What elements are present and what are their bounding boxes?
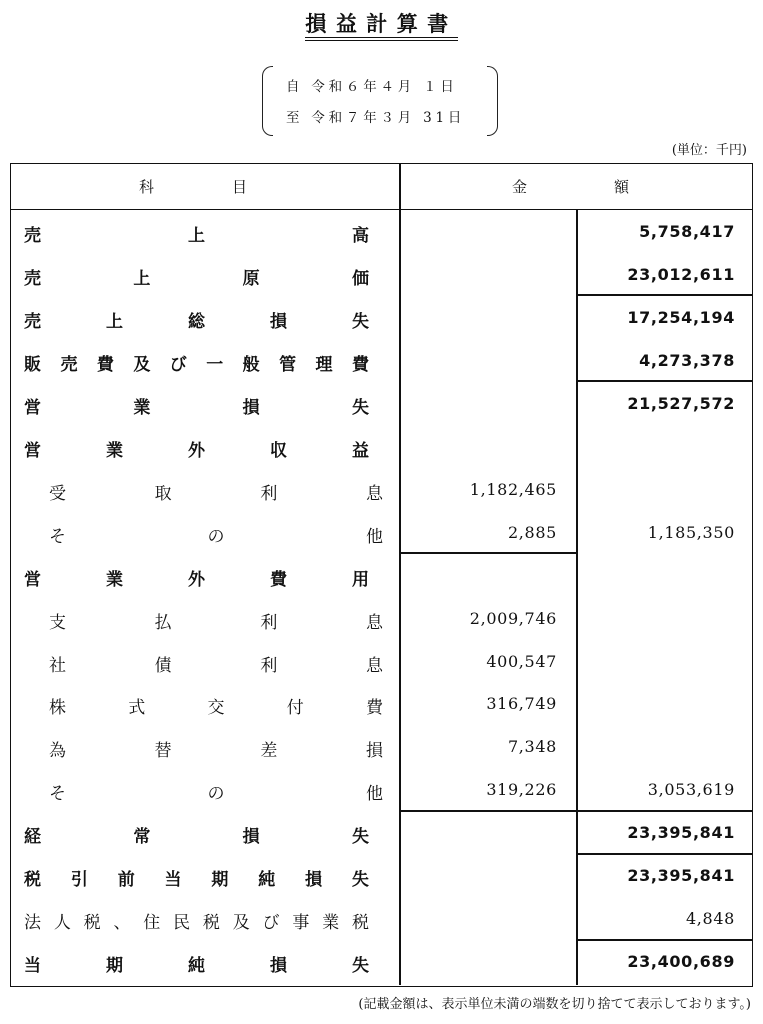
table-row bbox=[11, 339, 752, 382]
document-title: 損益計算書 bbox=[305, 11, 458, 36]
table-row bbox=[11, 554, 752, 597]
row-label: 税 引 前 当 期 純 損 失 bbox=[24, 870, 369, 891]
table-row bbox=[11, 640, 752, 683]
row-label: 当 期 純 損 失 bbox=[24, 956, 369, 977]
row-amount-total: 3,053,619 bbox=[647, 780, 735, 800]
row-amount-total: 1,185,350 bbox=[647, 522, 735, 542]
table-row bbox=[11, 768, 752, 811]
row-label: 社 債 利 息 bbox=[49, 655, 383, 676]
period-to: 至 令和７年３月 31日 bbox=[286, 110, 466, 126]
table-row bbox=[11, 682, 752, 725]
row-amount-total: 23,012,611 bbox=[627, 264, 735, 284]
table-row bbox=[11, 382, 752, 425]
row-amount-detail: 2,885 bbox=[507, 522, 557, 542]
table-row bbox=[11, 897, 752, 940]
row-amount-detail: 400,547 bbox=[486, 651, 557, 671]
table-row bbox=[11, 725, 752, 768]
row-label: 営 業 外 収 益 bbox=[24, 440, 369, 461]
table-row bbox=[11, 854, 752, 897]
row-amount-total: 5,758,417 bbox=[639, 222, 735, 241]
unit-label: (単位：千円) bbox=[671, 143, 747, 158]
table-row bbox=[11, 210, 752, 253]
row-label: 経 常 損 失 bbox=[24, 827, 369, 848]
row-amount-detail: 7,348 bbox=[507, 737, 557, 757]
row-label: そ の 他 bbox=[49, 784, 383, 805]
table-row bbox=[11, 511, 752, 554]
income-statement-table bbox=[10, 163, 753, 987]
row-label: 受 取 利 息 bbox=[49, 483, 383, 504]
table-header bbox=[11, 164, 752, 210]
footnote: (記載金額は、表示単位未満の端数を切り捨てて表示しております。) bbox=[358, 997, 751, 1012]
row-label: 営 業 損 失 bbox=[24, 397, 369, 418]
row-amount-detail: 319,226 bbox=[486, 780, 557, 800]
table-row bbox=[11, 597, 752, 640]
fiscal-period bbox=[262, 66, 498, 136]
row-amount-total: 17,254,194 bbox=[627, 307, 735, 327]
row-amount-total: 23,395,841 bbox=[627, 866, 735, 886]
row-label: 販 売 費 及 び 一 般 管 理 費 bbox=[24, 354, 369, 375]
table-row bbox=[11, 296, 752, 339]
row-label: 売 上 高 bbox=[24, 226, 369, 246]
row-label: 営 業 外 費 用 bbox=[24, 569, 369, 590]
table-row bbox=[11, 253, 752, 296]
row-label: 法 人 税 、 住 民 税 及 び 事 業 税 bbox=[24, 913, 369, 934]
row-amount-detail: 316,749 bbox=[486, 694, 557, 714]
period-right-bracket bbox=[487, 66, 498, 136]
row-amount-total: 4,848 bbox=[685, 909, 735, 929]
table-row bbox=[11, 425, 752, 468]
period-from: 自 令和６年４月 １日 bbox=[286, 79, 458, 95]
header-subject: 科目 bbox=[139, 178, 326, 196]
row-amount-total: 4,273,378 bbox=[639, 350, 735, 370]
row-label: 支 払 利 息 bbox=[49, 612, 383, 633]
row-amount-total: 21,527,572 bbox=[627, 393, 735, 413]
row-label: 売 上 原 価 bbox=[24, 268, 369, 289]
table-row bbox=[11, 811, 752, 854]
row-label: そ の 他 bbox=[49, 526, 383, 547]
row-label: 売 上 総 損 失 bbox=[24, 311, 369, 332]
row-amount-total: 23,400,689 bbox=[627, 952, 735, 972]
table-row bbox=[11, 468, 752, 511]
table-row bbox=[11, 940, 752, 983]
row-amount-total: 23,395,841 bbox=[627, 823, 735, 843]
row-label: 株 式 交 付 費 bbox=[49, 698, 383, 719]
row-amount-detail: 2,009,746 bbox=[469, 608, 557, 628]
row-label: 為 替 差 損 bbox=[49, 741, 383, 762]
period-left-bracket bbox=[262, 66, 273, 136]
header-amount: 金額 bbox=[512, 178, 717, 196]
row-amount-detail: 1,182,465 bbox=[469, 479, 557, 499]
